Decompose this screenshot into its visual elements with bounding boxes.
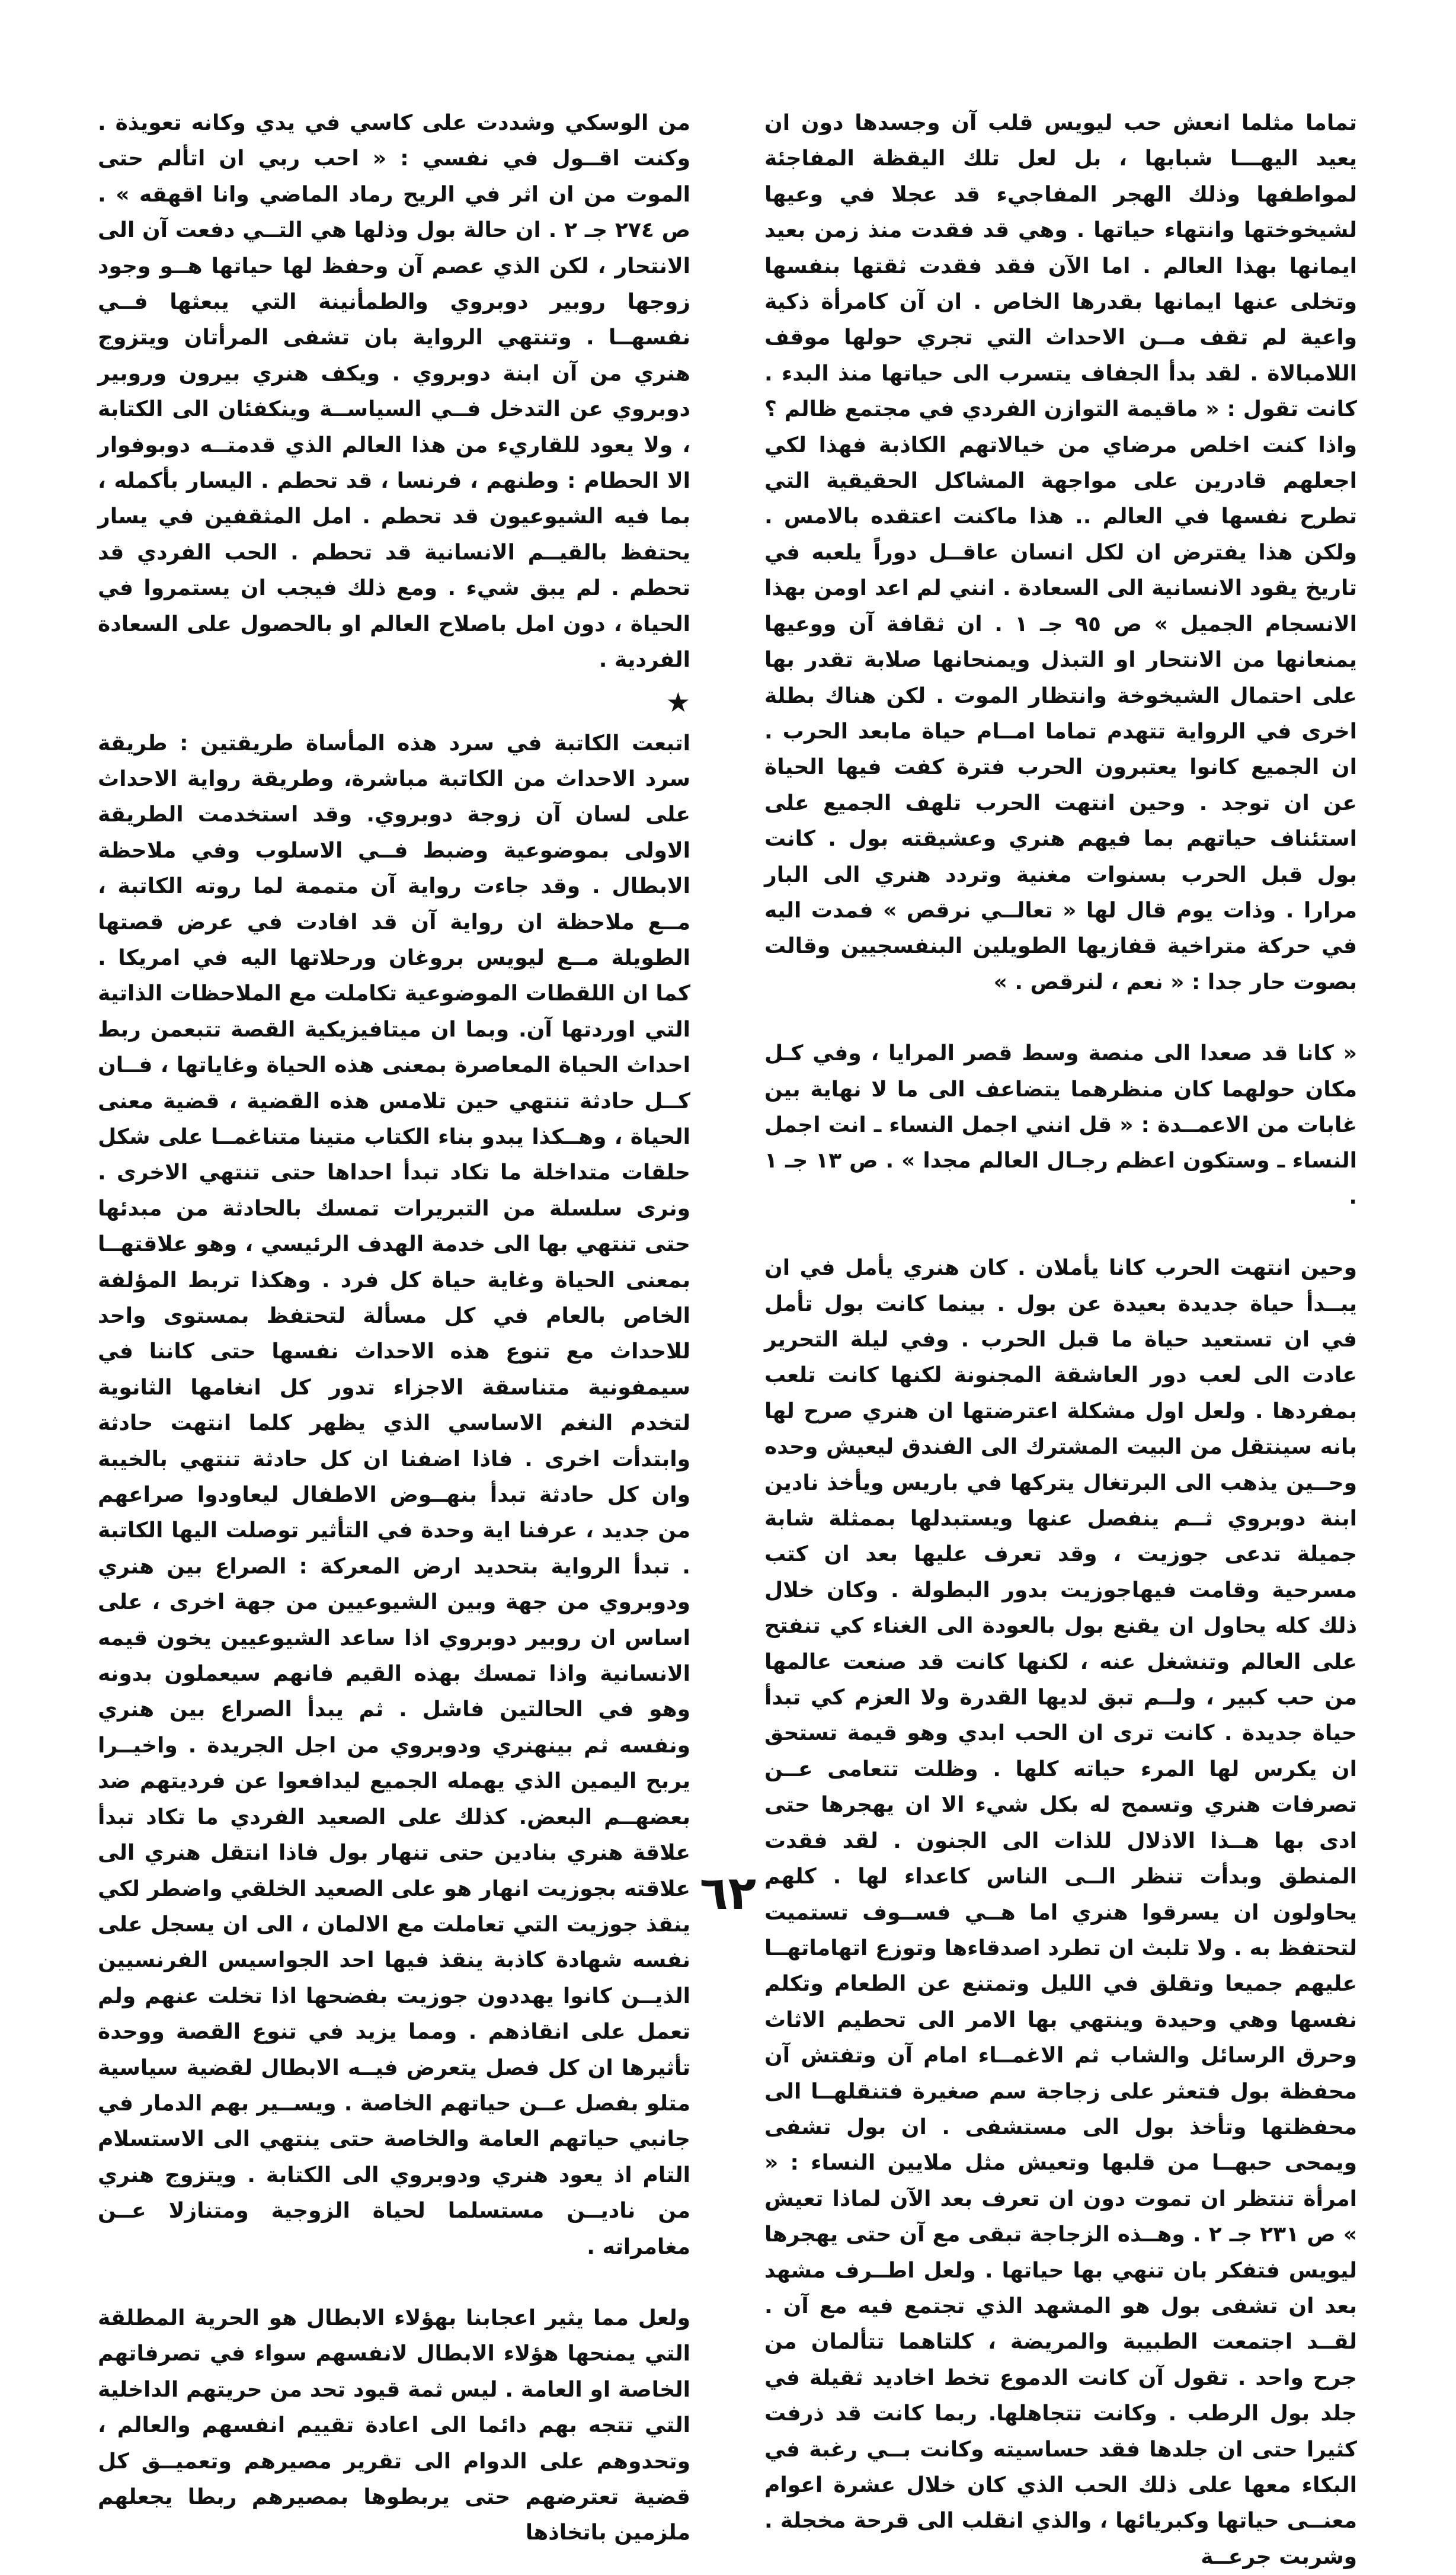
page-number: ٦٢ bbox=[699, 1867, 757, 1920]
section-divider-star-icon: ★ bbox=[665, 686, 690, 718]
right-column bbox=[764, 105, 1357, 2575]
left-paragraph-1: من الوسكي وشددت على كاسي في يدي وكانه تعويذة . وكنت اقــول في نفسي : « احب ربي ان اتألم حتى الموت من ان اثر في الريح رماد الماضي وانا اقهقه » . ص ٢٧٤ جـ ٢ . ان حالة بول وذلها هي التــي دفعت آن الى الانتحار ، لكن الذي عصم آن وحفظ لها حياتها هــو وجود زوجها روبير دوبروي والطمأنينة التي يبعثها فــي نفسهــا . وتنتهي الرواية بان تشفى المرأتان ويتزوج هنري من آن ابنة دوبروي . ويكف هنري بيرون وروبير دوبروي عن التدخل فــي السياســة وينكفئان الى الكتابة ، ولا يعود للقاريء من هذا العالم الذي قدمتــه دوبوفوار الا الحطام : وطنهم ، فرنسا ، قد تحطم . اليسار بأكمله ، بما فيه الشيوعيون قد تحطم . امل المثقفين في يسار يحتفظ بالقيــم الانسانية قد تحطم . الحب الفردي قد تحطم . لم يبق شيء . ومع ذلك فيجب ان يستمروا في الحياة ، دون امل باصلاح العالم او بالحصول على السعادة الفردية . bbox=[98, 111, 690, 673]
paragraph-gap bbox=[764, 1215, 1357, 1250]
left-column bbox=[98, 105, 690, 2551]
left-paragraph-2: اتبعت الكاتبة في سرد هذه المأساة طريقتين : طريقة سرد الاحداث من الكاتبة مباشرة، وطريقة رواية الاحداث على لسان آن زوجة دوبروي. وقد استخدمت الطريقة الاولى بموضوعية وضبط فــي الاسلوب وفي ملاحظة الابطال . وقد جاءت رواية آن متممة لما روته الكاتبة ، مــع ملاحظة ان رواية آن قد افادت في عرض قصتها الطويلة مــع ليويس بروغان ورحلاتها اليه في امريكا . كما ان اللقطات الموضوعية تكاملت مع الملاحظات الذاتية التي اوردتها آن. وبما ان ميتافيزيكية القصة تتبعمن ربط احداث الحياة المعاصرة بمعنى هذه الحياة وغاياتها ، فــان كــل حادثة تنتهي حين تلامس هذه القضية ، قضية معنى الحياة ، وهــكذا يبدو بناء الكتاب متينا متناغمــا على شكل حلقات متداخلة ما تكاد تبدأ احداها حتى تنتهي الاخرى . ونرى سلسلة من التبريرات تمسك بالحادثة من مبدئها حتى تنتهي بها الى خدمة الهدف الرئيسي ، وهو علاقتهــا بمعنى الحياة وغاية حياة كل فرد . وهكذا تربط المؤلفة الخاص بالعام في كل مسألة لتحتفظ بمستوى واحد للاحداث مع تنوع هذه الاحداث نفسها حتى كاننا في سيمفونية متناسقة الاجزاء تدور كل انغامها الثانوية لتخدم النغم الاساسي الذي يظهر كلما انتهت حادثة وابتدأت اخرى . فاذا اضفنا ان كل حادثة تنتهي بالخيبة وان كل حادثة تبدأ بنهــوض الاطفال ليعاودوا صراعهم من جديد ، عرفنا اية وحدة في التأثير توصلت اليها الكاتبة . تبدأ الرواية بتحديد ارض المعركة : الصراع بين هنري ودوبروي من جهة وبين الشيوعيين من جهة اخرى ، على اساس ان روبير دوبروي اذا ساعد الشيوعيين يخون قيمه الانسانية واذا تمسك بهذه القيم فانهم سيعملون بدونه وهو في الحالتين فاشل . ثم يبدأ الصراع بين هنري ونفسه ثم بينهنري ودوبروي من اجل الجريدة . واخيــرا يربح اليمين الذي يهمله الجميع ليدافعوا عن فرديتهم ضد بعضهــم البعض. كذلك على الصعيد الفردي ما تكاد تبدأ علاقة هنري بنادين حتى تنهار بول فاذا انتقل هنري الى علاقته بجوزيت انهار هو على الصعيد الخلقي واضطر لكي ينقذ جوزيت التي تعاملت مع الالمان ، الى ان يسجل على نفسه شهادة كاذبة ينقذ فيها احد الجواسيس الفرنسيين الذيــن كانوا يهددون جوزيت بفضحها اذا تخلت عنهم ولم تعمل على انقاذهم . ومما يزيد في تنوع القصة ووحدة تأثيرها ان كل فصل يتعرض فيــه الابطال لقضية سياسية متلو بفصل عــن حياتهم الخاصة . ويســير بهم الدمار في جانبي حياتهم العامة والخاصة حتى ينتهي الى الاستسلام التام اذ يعود هنري ودوبروي الى الكتابة . ويتزوج هنري من ناديــن مستسلما لحياة الزوجية ومتنازلا عــن مغامراته . bbox=[98, 731, 690, 2259]
paragraph-gap bbox=[98, 2265, 690, 2301]
right-paragraph-quote: « كانا قد صعدا الى منصة وسط قصر المرايا ، وفي كـل مكان حولهما كان منظرهما يتضاعف الى ما لا نهاية بين غابات من الاعمــدة : « قل انني اجمل النساء ـ انت اجمل النساء ـ وستكون اعظم رجـال العالم مجدا » . ص ١٣ جـ ١ . bbox=[764, 1041, 1357, 1209]
left-paragraph-3: ولعل مما يثير اعجابنا بهؤلاء الابطال هو الحرية المطلقة التي يمنحها هؤلاء الابطال لانفسهم سواء في تصرفاتهم الخاصة او العامة . ليس ثمة قيود تحد من حريتهم الداخلية التي تتجه بهم دائما الى اعادة تقييم انفسهم والعالم ، وتحدوهم على الدوام الى تقرير مصيرهم وتعميــق كل قضية تعترضهم حتى يربطوها بمصيرهم ربطا يجعلهم ملزمين باتخاذها bbox=[98, 2305, 690, 2545]
paragraph-gap bbox=[764, 1000, 1357, 1036]
right-paragraph-3: وحين انتهت الحرب كانا يأملان . كان هنري يأمل في ان يبــدأ حياة جديدة بعيدة عن بول . بينما كانت بول تأمل في ان تستعيد حياة ما قبل الحرب . وفي ليلة التحرير عادت الى لعب دور العاشقة المجنونة لكنها كانت تلعب بمفردها . ولعل اول مشكلة اعترضتها ان هنري صرح لها بانه سينتقل من البيت المشترك الى الفندق ليعيش وحده وحــين يذهب الى البرتغال يتركها في باريس ويأخذ نادين ابنة دوبروي ثــم ينفصل عنها ويستبدلها بممثلة شابة جميلة تدعى جوزيت ، وقد تعرف عليها بعد ان كتب مسرحية وقامت فيهاجوزيت بدور البطولة . وكان خلال ذلك كله يحاول ان يقنع بول بالعودة الى الغناء كي تنفتح على العالم وتنشغل عنه ، لكنها كانت قد صنعت عالمها من حب كبير ، ولــم تبق لديها القدرة ولا العزم كي تبدأ حياة جديدة . كانت ترى ان الحب ابدي وهو قيمة تستحق ان يكرس لها المرء حياته كلها . وظلت تتعامى عــن تصرفات هنري وتسمح له بكل شيء الا ان يهجرها حتى ادى بها هــذا الاذلال للذات الى الجنون . لقد فقدت المنطق وبدأت تنظر الــى الناس كاعداء لها . كلهم يحاولون ان يسرقوا هنري اما هــي فســوف تستميت لتحتفظ به . ولا تلبث ان تطرد اصدقاءها وتوزع اتهاماتهــا عليهم جميعا وتقلق في الليل وتمتنع عن الطعام وتكلم نفسها وهي وحيدة وينتهي بها الامر الى تحطيم الاثاث وحرق الرسائل والشاب ثم الاغمــاء امام آن وتفتش آن محفظة بول فتعثر على زجاجة سم صغيرة فتنقلهــا الى محفظتها وتأخذ بول الى مستشفى . ان بول تشفى ويمحى حبهــا من قلبها وتعيش مثل ملايين النساء : « امرأة تنتظر ان تموت دون ان تعرف بعد الآن لماذا تعيش » ص ٢٣١ جـ ٢ . وهــذه الزجاجة تبقى مع آن حتى يهجرها ليويس فتفكر بان تنهي بها حياتها . ولعل اطــرف مشهد بعد ان تشفى بول هو المشهد الذي تجتمع فيه مع آن . لقــد اجتمعت الطبيبة والمريضة ، كلتاهما تتألمان من جرح واحد . تقول آن كانت الدموع تخط اخاديد ثقيلة في جلد بول الرطب . وكانت تتجاهلها. ربما كانت قد ذرفت كثيرا حتى ان جلدها فقد حساسيته وكانت بــي رغبة في البكاء معها على ذلك الحب الذي كان خلال عشرة اعوام معنــى حياتها وكبريائها ، والذي انقلب الى قرحة مخجلة . وشربت جرعــة bbox=[764, 1256, 1357, 2569]
right-paragraph-1: تماما مثلما انعش حب ليويس قلب آن وجسدها دون ان يعيد اليهـــا شبابها ، بل لعل تلك اليقظة المفاجئة لمواطفها وذلك الهجر المفاجيء قد عجلا في وعيها لشيخوختها وانتهاء حياتها . وهي قد فقدت منذ زمن بعيد ايمانها بهذا العالم . اما الآن فقد فقدت ثقتها بنفسها وتخلى عنها ايمانها بقدرها الخاص . ان آن كامرأة ذكية واعية لم تقف مــن الاحداث التي تجري حولها موقف اللامبالاة . لقد بدأ الجفاف يتسرب الى حياتها منذ البدء . كانت تقول : « ماقيمة التوازن الفردي في مجتمع ظالم ؟ واذا كنت اخلص مرضاي من خيالاتهم الكاذبة فهذا لكي اجعلهم قادرين على مواجهة المشاكل الحقيقية التي تطرح نفسها في العالم .. هذا ماكنت اعتقده بالامس . ولكن هذا يفترض ان لكل انسان عاقــل دوراً يلعبه في تاريخ يقود الانسانية الى السعادة . انني لم اعد اومن بهذا الانسجام الجميل » ص ٩٥ جـ ١ . ان ثقافة آن ووعيها يمنعانها من الانتحار او التبذل ويمنحانها صلابة تقدر بها على احتمال الشيخوخة وانتظار الموت . لكن هناك بطلة اخرى في الرواية تتهدم تماما امــام حياة مابعد الحرب . ان الجميع كانوا يعتبرون الحرب فترة كفت فيها الحياة عن ان توجد . وحين انتهت الحرب تلهف الجميع على استئناف حياتهم بما فيهم هنري وعشيقته بول . كانت بول قبل الحرب بسنوات مغنية وتردد هنري الى البار مرارا . وذات يوم قال لها « تعالــي نرقص » فمدت اليه في حركة متراخية قفازيها الطويلين البنفسجيين وقالت بصوت حار جدا : « نعم ، لنرقص . » bbox=[764, 111, 1358, 994]
